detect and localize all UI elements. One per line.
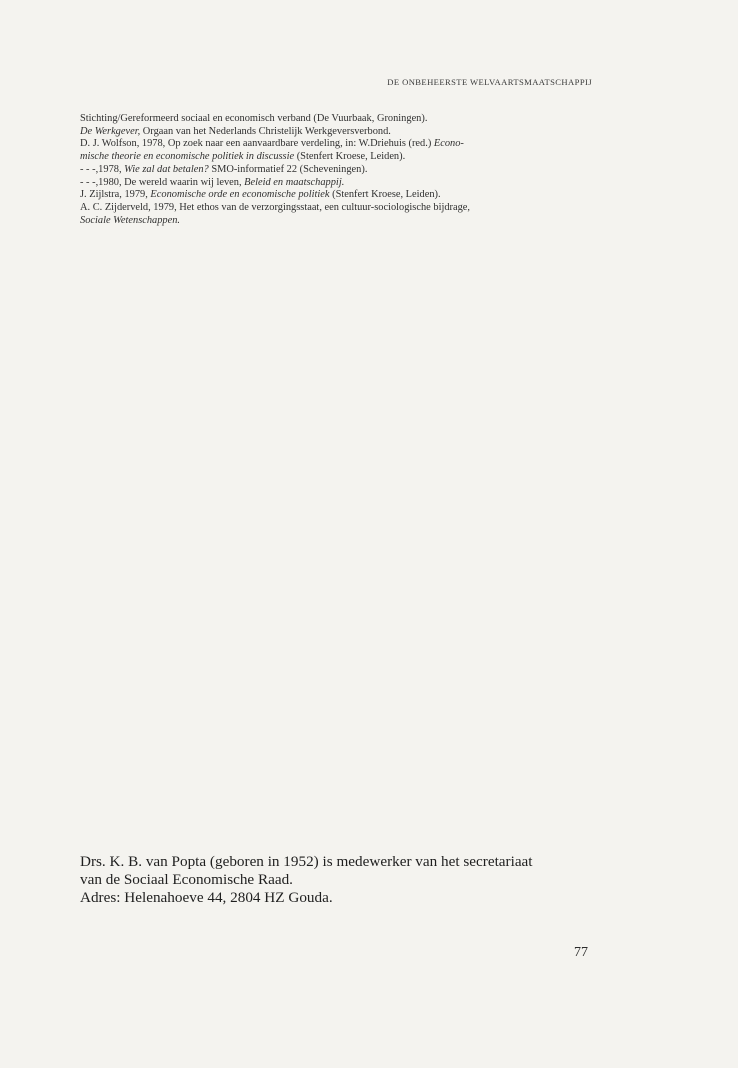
- author-note: [80, 853, 620, 907]
- reference-text-segment: Stichting/Gereformeerd sociaal en economisch verband (De Vuurbaak, Groningen).: [80, 113, 428, 124]
- reference-text-segment: J. Zijlstra, 1979,: [80, 189, 151, 201]
- reference-list: [80, 113, 600, 227]
- reference-line: [80, 113, 600, 126]
- reference-line: [80, 189, 600, 202]
- reference-line: [80, 151, 600, 164]
- reference-title-segment: mische theorie en economische politiek in discussie: [80, 151, 295, 163]
- reference-text-segment: (Stenfert Kroese, Leiden).: [294, 151, 406, 163]
- reference-title-segment: Economische orde en economische politiek: [150, 189, 330, 201]
- reference-title-segment: De Werkgever,: [80, 125, 141, 137]
- reference-text-segment: - - -,1980, De wereld waarin wij leven,: [80, 176, 245, 188]
- reference-line: [80, 138, 600, 151]
- reference-text-segment: SMO-informatief 22 (Scheveningen).: [208, 163, 368, 175]
- reference-text-segment: Orgaan van het Nederlands Christelijk Werkgeversverbond.: [140, 125, 391, 137]
- reference-title-segment: Beleid en maatschappij.: [244, 176, 345, 188]
- reference-line: [80, 164, 600, 177]
- reference-text-segment: (Stenfert Kroese, Leiden).: [329, 189, 441, 201]
- author-note-line-1: Drs. K. B. van Popta (geboren in 1952) is medewerker van het secretariaat: [80, 853, 533, 870]
- reference-text-segment: - - -,1978,: [80, 163, 125, 175]
- reference-line: [80, 215, 600, 228]
- page-number: 77: [574, 945, 588, 960]
- author-note-line-3: Adres: Helenahoeve 44, 2804 HZ Gouda.: [80, 889, 333, 906]
- reference-line: [80, 202, 600, 215]
- reference-text-segment: D. J. Wolfson, 1978, Op zoek naar een aanvaardbare verdeling, in: W.Driehuis (red.): [80, 138, 434, 150]
- reference-line: [80, 126, 600, 139]
- reference-text-segment: A. C. Zijderveld, 1979, Het ethos van de verzorgingsstaat, een cultuur-sociologische bijdrage,: [80, 201, 471, 213]
- reference-line: [80, 177, 600, 190]
- running-header: DE ONBEHEERSTE WELVAARTSMAATSCHAPPIJ: [387, 77, 592, 87]
- reference-title-segment: Wie zal dat betalen?: [124, 163, 209, 175]
- author-note-line-2: van de Sociaal Economische Raad.: [80, 871, 293, 888]
- reference-title-segment: Sociale Wetenschappen.: [80, 214, 181, 226]
- reference-title-segment: Econo-: [433, 138, 464, 150]
